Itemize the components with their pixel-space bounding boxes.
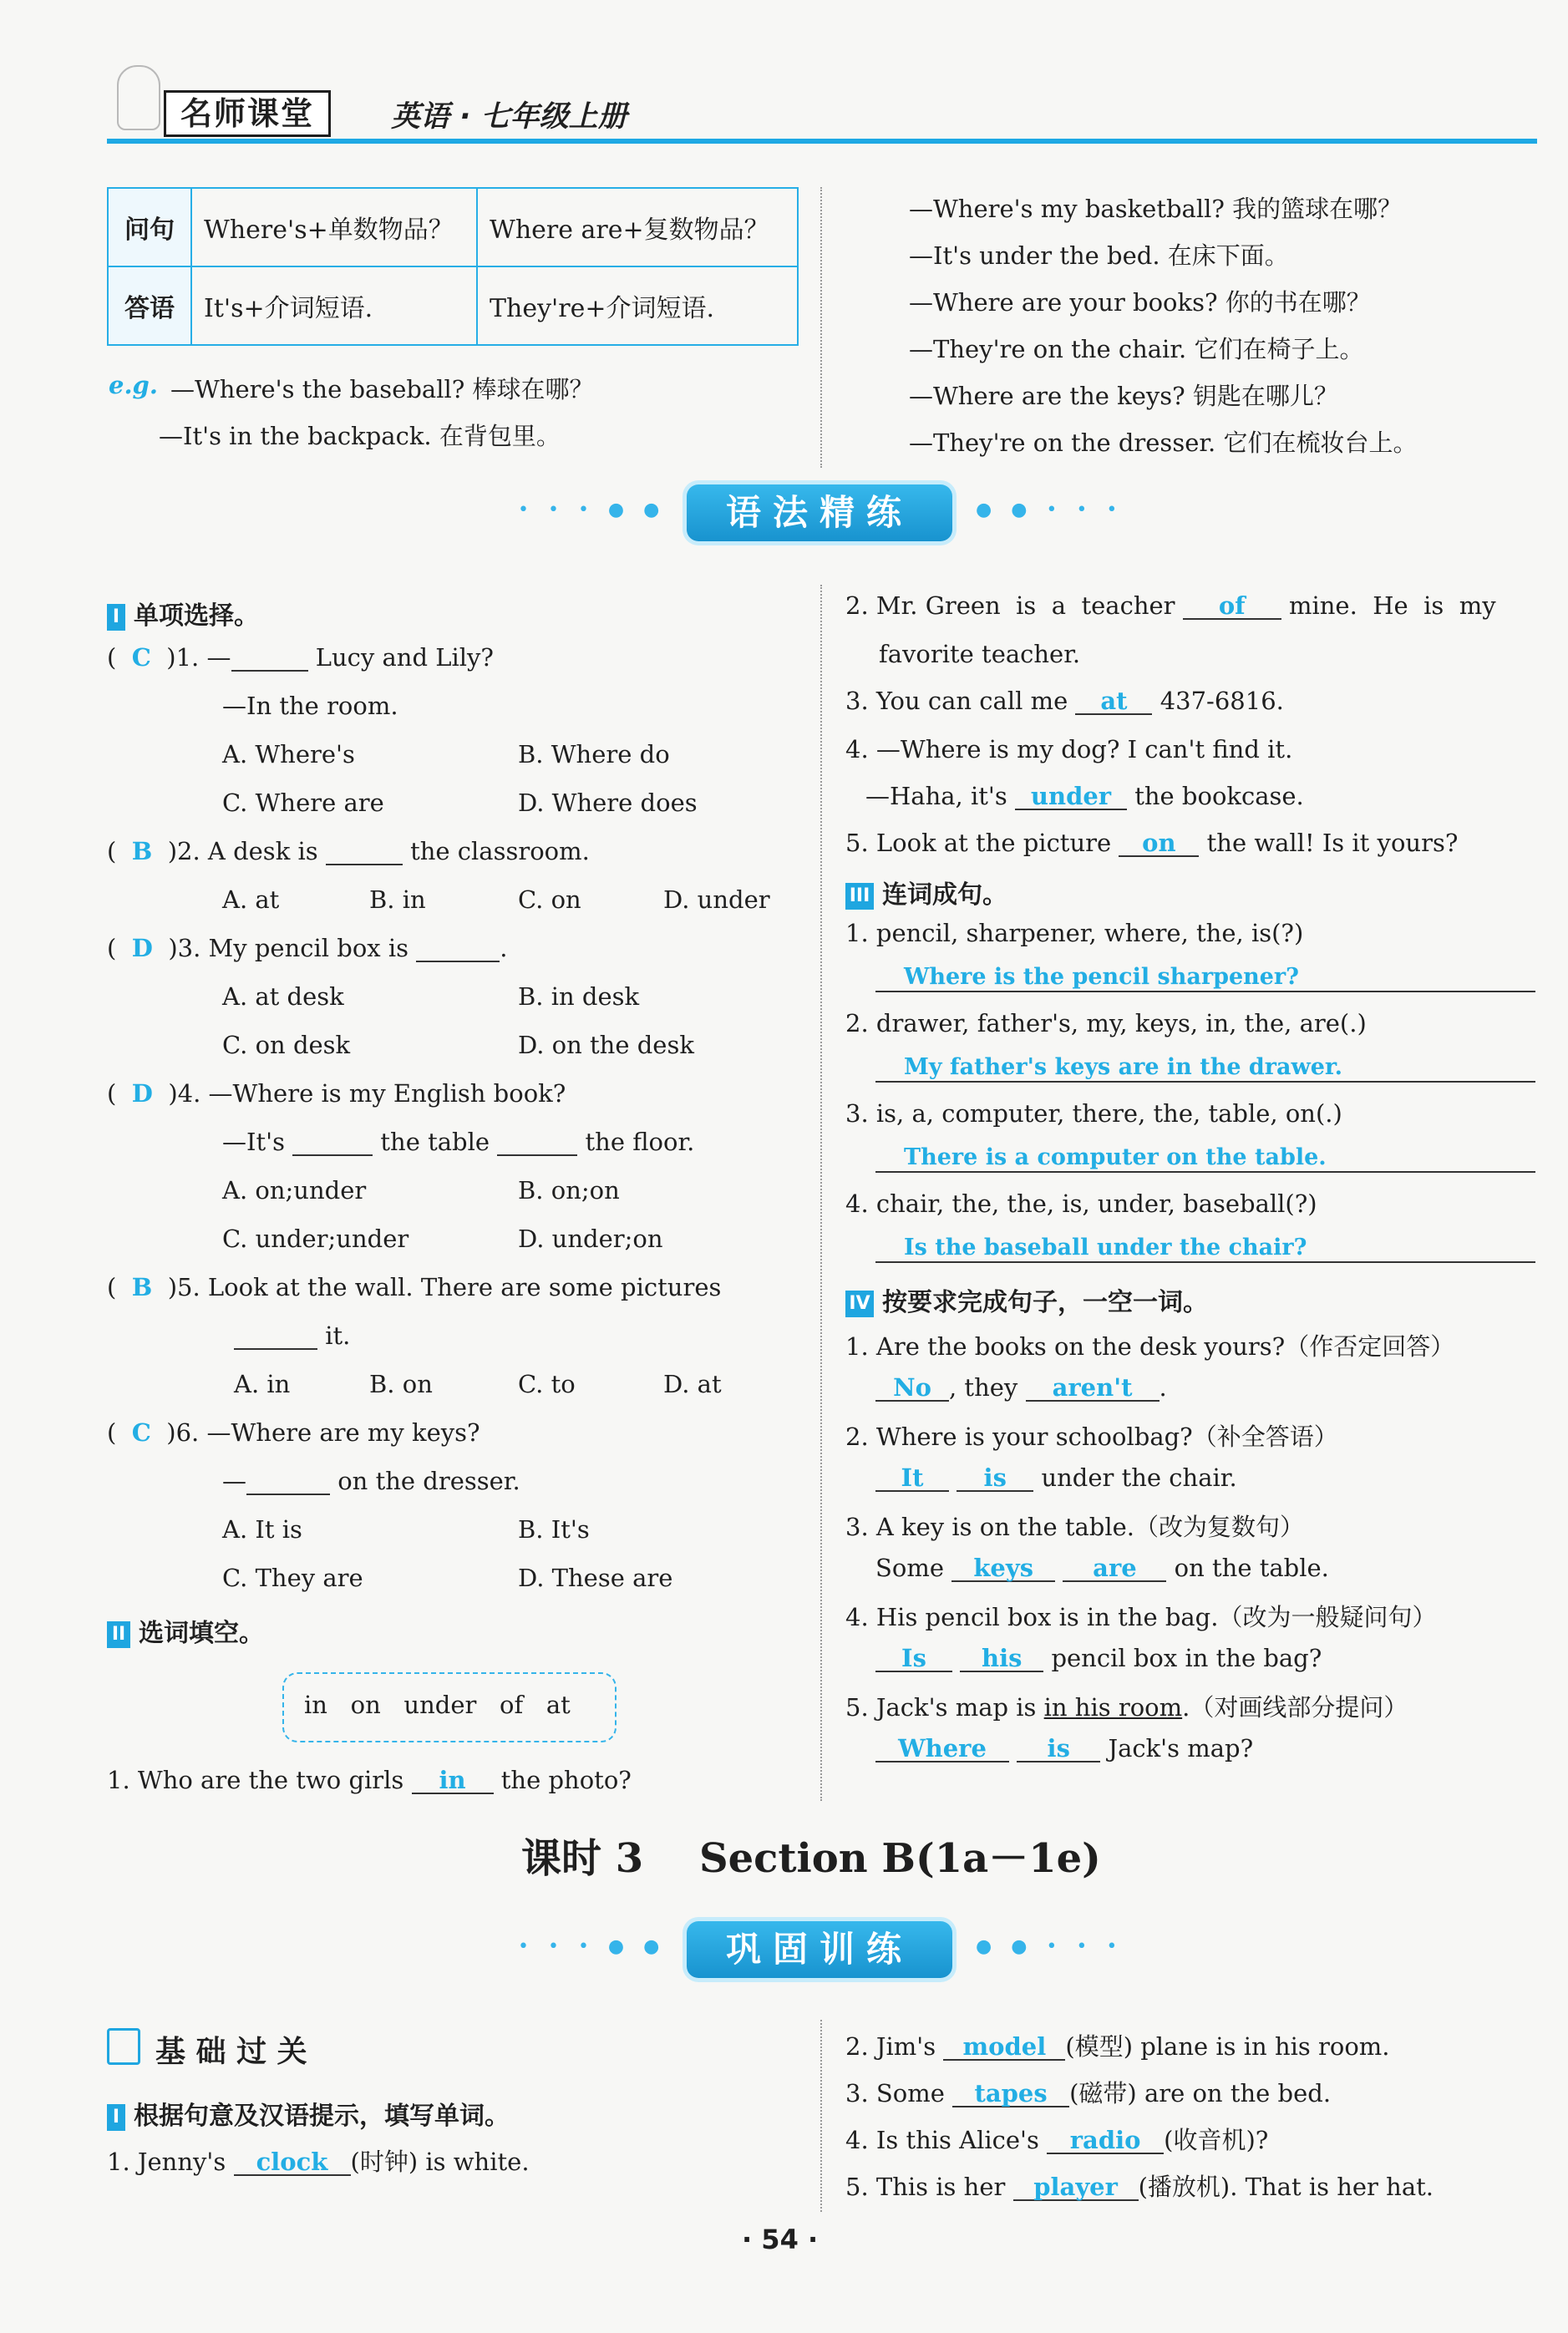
option: C. on bbox=[518, 885, 581, 914]
question-text: 3. Some bbox=[845, 2079, 945, 2107]
table-cell: Where are+复数物品？ bbox=[477, 188, 798, 266]
question-text: the bookcase. bbox=[1134, 782, 1304, 810]
basic-heading: 基 础 过 关 bbox=[155, 2035, 307, 2069]
question-text: 5. This is her bbox=[845, 2173, 1006, 2201]
fill-question bbox=[845, 591, 1496, 620]
mc-question: ( C )1. — Lucy and Lily? bbox=[107, 643, 494, 672]
section-number: II bbox=[107, 1621, 130, 1648]
option: A. It is bbox=[222, 1515, 302, 1544]
banner-dots: ● ● • • • bbox=[976, 500, 1124, 520]
section-heading bbox=[107, 2095, 510, 2132]
question-text: 5. Look at the picture bbox=[845, 829, 1112, 857]
question-text: 437-6816. bbox=[1160, 687, 1284, 715]
question-text: 3. You can call me bbox=[845, 687, 1068, 715]
question-text: —It's bbox=[222, 1128, 285, 1156]
mc-question: ( C )6. —Where are my keys? bbox=[107, 1418, 480, 1447]
answer-blank: It bbox=[875, 1465, 949, 1492]
answer-blank: model bbox=[943, 2034, 1065, 2061]
banner-dots: • • • ● ● bbox=[518, 500, 667, 520]
option: B. on bbox=[369, 1370, 433, 1398]
question-text: on the table. bbox=[1174, 1554, 1329, 1582]
blank bbox=[292, 1129, 373, 1156]
option: A. in bbox=[234, 1370, 291, 1398]
blank bbox=[234, 1323, 317, 1350]
option: C. to bbox=[518, 1370, 576, 1398]
answer: D bbox=[131, 934, 153, 962]
answer-blank: tapes bbox=[952, 2081, 1069, 2107]
blank bbox=[497, 1129, 577, 1156]
page-number: · 54 · bbox=[742, 2224, 819, 2255]
option: C. Where are bbox=[222, 789, 384, 817]
question-text: 2. Jim's bbox=[845, 2032, 936, 2061]
question-text: (收音机)? bbox=[1164, 2126, 1269, 2154]
answer-blank: Where bbox=[875, 1736, 1009, 1762]
option: B. It's bbox=[518, 1515, 590, 1544]
section-title: 按要求完成句子，一空一词。 bbox=[882, 1288, 1208, 1317]
question-text: under the chair. bbox=[1041, 1463, 1237, 1492]
example-line: —They're on the dresser. 它们在梳妆台上。 bbox=[909, 429, 1418, 457]
section-number: IV bbox=[845, 1291, 874, 1317]
question-text: )2. A desk is bbox=[167, 837, 318, 865]
question-text bbox=[845, 1689, 1408, 1723]
question-text: )1. — bbox=[166, 643, 231, 672]
column-divider bbox=[820, 2020, 822, 2212]
section-banner: 语法精练 bbox=[687, 484, 952, 541]
answer-blank: player bbox=[1013, 2174, 1139, 2201]
question-text: pencil box in the bag? bbox=[1051, 1644, 1322, 1672]
option: A. at bbox=[222, 885, 280, 914]
answer: Where is the pencil sharpener? bbox=[904, 964, 1299, 990]
question-text: the classroom. bbox=[410, 837, 590, 865]
question-text: 5. Jack's map is bbox=[845, 1693, 1037, 1722]
question-text: Jack's map? bbox=[1108, 1734, 1254, 1762]
option: B. in bbox=[369, 885, 426, 914]
question-text: the table bbox=[380, 1128, 490, 1156]
answer: My father's keys are in the drawer. bbox=[904, 1054, 1343, 1080]
blank bbox=[231, 645, 308, 672]
answer-blank: No bbox=[875, 1375, 949, 1402]
answer: C bbox=[131, 1418, 151, 1447]
column-divider bbox=[820, 187, 822, 468]
underlined-phrase: in his room bbox=[1043, 1693, 1183, 1722]
answer: There is a computer on the table. bbox=[904, 1144, 1327, 1170]
section-number: I bbox=[107, 604, 125, 631]
option: A. on;under bbox=[222, 1176, 367, 1205]
answer-blank: is bbox=[957, 1465, 1033, 1492]
option: D. These are bbox=[518, 1564, 673, 1592]
question-text: —Haha, it's bbox=[865, 782, 1007, 810]
option: B. Where do bbox=[518, 740, 670, 768]
question-text: 1. Who are the two girls bbox=[107, 1766, 404, 1794]
mc-question: ( D )4. —Where is my English book? bbox=[107, 1079, 566, 1108]
question-text: Some bbox=[875, 1554, 944, 1582]
example-line: —They're on the chair. 它们在椅子上。 bbox=[909, 335, 1364, 363]
question-text: 4. Is this Alice's bbox=[845, 2126, 1039, 2154]
section-heading bbox=[107, 595, 259, 631]
answer-blank: in bbox=[412, 1768, 494, 1794]
section-number: III bbox=[845, 883, 874, 910]
section-heading bbox=[845, 1281, 1208, 1318]
section-title: 连词成句。 bbox=[882, 880, 1007, 910]
column-divider bbox=[820, 585, 822, 1801]
question-text bbox=[234, 1321, 350, 1350]
option: D. on the desk bbox=[518, 1031, 694, 1059]
fill-question bbox=[845, 2028, 1390, 2062]
question-text: 2. Where is your schoolbag?（补全答语） bbox=[845, 1423, 1338, 1451]
question-text: )6. —Where are my keys? bbox=[166, 1418, 480, 1447]
answer-blank: is bbox=[1017, 1736, 1100, 1762]
question-text: )4. —Where is my English book? bbox=[168, 1079, 566, 1108]
option: C. They are bbox=[222, 1564, 363, 1592]
grammar-table bbox=[107, 187, 799, 346]
table-label-question: 问句 bbox=[108, 188, 191, 266]
answer: Is the baseball under the chair? bbox=[904, 1235, 1307, 1260]
eg-tag: e.g. bbox=[109, 371, 158, 399]
section-banner: 巩固训练 bbox=[687, 1921, 952, 1978]
question-text: the floor. bbox=[585, 1128, 695, 1156]
fill-answer-line bbox=[875, 1554, 1329, 1582]
banner-dots: ● ● • • • bbox=[976, 1936, 1124, 1957]
answer-blank: at bbox=[1075, 688, 1152, 715]
question-text: the photo? bbox=[500, 1766, 632, 1794]
question-text: favorite teacher. bbox=[879, 640, 1081, 668]
question-text: (磁带) are on the bed. bbox=[1069, 2079, 1332, 2107]
section-title: 根据句意及汉语提示，填写单词。 bbox=[134, 2102, 510, 2131]
answer-blank: Is bbox=[875, 1646, 952, 1672]
answer-blank: clock bbox=[234, 2149, 351, 2176]
table-label-answer: 答语 bbox=[108, 266, 191, 345]
fill-question bbox=[845, 2168, 1434, 2203]
fill-question bbox=[865, 782, 1304, 810]
answer-blank: aren't bbox=[1026, 1375, 1160, 1402]
question-text bbox=[222, 1128, 694, 1156]
fill-answer-line bbox=[875, 1644, 1322, 1672]
example-line: —Where are the keys? 钥匙在哪儿？ bbox=[909, 382, 1338, 410]
blank bbox=[246, 1468, 330, 1495]
option: C. on desk bbox=[222, 1031, 351, 1059]
question-text: )3. My pencil box is bbox=[168, 934, 409, 962]
question-text: 3. is, a, computer, there, the, table, on(.) bbox=[845, 1099, 1342, 1128]
fill-question bbox=[845, 687, 1284, 715]
question-text: )5. Look at the wall. There are some pictures bbox=[167, 1273, 722, 1301]
question-text: mine. He is my bbox=[1288, 591, 1496, 620]
answer-blank: his bbox=[960, 1646, 1043, 1672]
section-heading bbox=[845, 874, 1007, 910]
answer: C bbox=[131, 643, 151, 672]
fill-question bbox=[845, 829, 1458, 857]
question-text: , they bbox=[949, 1373, 1018, 1402]
option: D. Where does bbox=[518, 789, 698, 817]
blank bbox=[416, 936, 500, 962]
fill-question bbox=[845, 2122, 1268, 2156]
question-text: 4. —Where is my dog? I can't find it. bbox=[845, 735, 1293, 763]
word-bank-words: in on under of at bbox=[304, 1691, 571, 1719]
question-text: .（对画线部分提问） bbox=[1182, 1693, 1408, 1722]
question-text: the wall! Is it yours? bbox=[1206, 829, 1459, 857]
mc-question: ( D )3. My pencil box is . bbox=[107, 934, 508, 962]
mc-question: ( B )5. Look at the wall. There are some pictures bbox=[107, 1273, 722, 1301]
option: D. under;on bbox=[518, 1225, 663, 1253]
table-cell: It's+介词短语. bbox=[191, 266, 477, 345]
section-number: I bbox=[107, 2104, 125, 2131]
section-title: 选词填空。 bbox=[139, 1619, 264, 1648]
question-text: — bbox=[222, 1467, 246, 1495]
question-text: 4. His pencil box is in the bag.（改为一般疑问句） bbox=[845, 1603, 1437, 1631]
question-text: —In the room. bbox=[222, 692, 398, 720]
section-title: 单项选择。 bbox=[134, 601, 259, 631]
question-text: 3. A key is on the table.（改为复数句） bbox=[845, 1513, 1304, 1541]
question-text: 4. chair, the, the, is, under, baseball(?) bbox=[845, 1189, 1317, 1218]
brand-title: 名师课堂 bbox=[164, 90, 331, 137]
question-text: (播放机). That is her hat. bbox=[1138, 2173, 1434, 2201]
header-rule bbox=[107, 139, 1537, 144]
fill-question bbox=[107, 1766, 632, 1794]
example-line: —It's under the bed. 在床下面。 bbox=[909, 241, 1289, 270]
answer-blank: keys bbox=[951, 1555, 1055, 1582]
answer: D bbox=[131, 1079, 153, 1108]
fill-answer-line bbox=[875, 1373, 1167, 1402]
answer-blank: of bbox=[1183, 593, 1281, 620]
option: A. Where's bbox=[222, 740, 355, 768]
question-text: . bbox=[500, 934, 508, 962]
eg-line: —Where's the baseball? 棒球在哪？ bbox=[170, 375, 594, 403]
question-text: it. bbox=[325, 1321, 351, 1350]
fill-answer-line bbox=[875, 1463, 1237, 1492]
question-text: Lucy and Lily? bbox=[315, 643, 494, 672]
banner-dots: • • • ● ● bbox=[518, 1936, 667, 1957]
table-cell: They're+介词短语. bbox=[477, 266, 798, 345]
example-line: —Where's my basketball? 我的篮球在哪？ bbox=[909, 195, 1403, 223]
option: B. on;on bbox=[518, 1176, 620, 1205]
question-text: . bbox=[1159, 1373, 1167, 1402]
question-text: 1. Jenny's bbox=[107, 2148, 226, 2176]
fill-question bbox=[845, 2075, 1331, 2109]
question-text: (模型) plane is in his room. bbox=[1065, 2032, 1390, 2061]
answer: B bbox=[131, 837, 153, 865]
notebook-icon bbox=[107, 2028, 140, 2065]
question-text: 1. Are the books on the desk yours?（作否定回答） bbox=[845, 1332, 1455, 1361]
answer-blank: are bbox=[1063, 1555, 1166, 1582]
mc-question: ( B )2. A desk is the classroom. bbox=[107, 837, 590, 865]
answer-blank: on bbox=[1119, 830, 1199, 857]
fill-answer-line bbox=[875, 1734, 1253, 1762]
option: B. in desk bbox=[518, 982, 640, 1011]
logo-figure-icon bbox=[117, 65, 160, 130]
answer-blank: radio bbox=[1047, 2128, 1164, 2154]
question-text: 2. drawer, father's, my, keys, in, the, are(.) bbox=[845, 1009, 1367, 1037]
option: D. at bbox=[663, 1370, 722, 1398]
lesson-title: 课时 3 Section B(1a－1e) bbox=[521, 1835, 1101, 1882]
option: A. at desk bbox=[222, 982, 344, 1011]
example-line: —Where are your books? 你的书在哪？ bbox=[909, 288, 1371, 317]
blank bbox=[326, 839, 403, 865]
eg-line: —It's in the backpack. 在背包里。 bbox=[159, 422, 561, 450]
option: D. under bbox=[663, 885, 770, 914]
option: C. under;under bbox=[222, 1225, 409, 1253]
question-text: on the dresser. bbox=[337, 1467, 520, 1495]
table-cell: Where's+单数物品？ bbox=[191, 188, 477, 266]
question-text: (时钟) is white. bbox=[350, 2148, 530, 2176]
question-text: 1. pencil, sharpener, where, the, is(?) bbox=[845, 919, 1304, 947]
subject-title: 英语 · 七年级上册 bbox=[391, 100, 627, 134]
question-text bbox=[222, 1467, 520, 1495]
answer-blank: under bbox=[1015, 784, 1127, 810]
fill-question bbox=[107, 2143, 530, 2178]
question-text: 2. Mr. Green is a teacher bbox=[845, 591, 1175, 620]
section-heading bbox=[107, 1612, 264, 1649]
answer: B bbox=[131, 1273, 153, 1301]
